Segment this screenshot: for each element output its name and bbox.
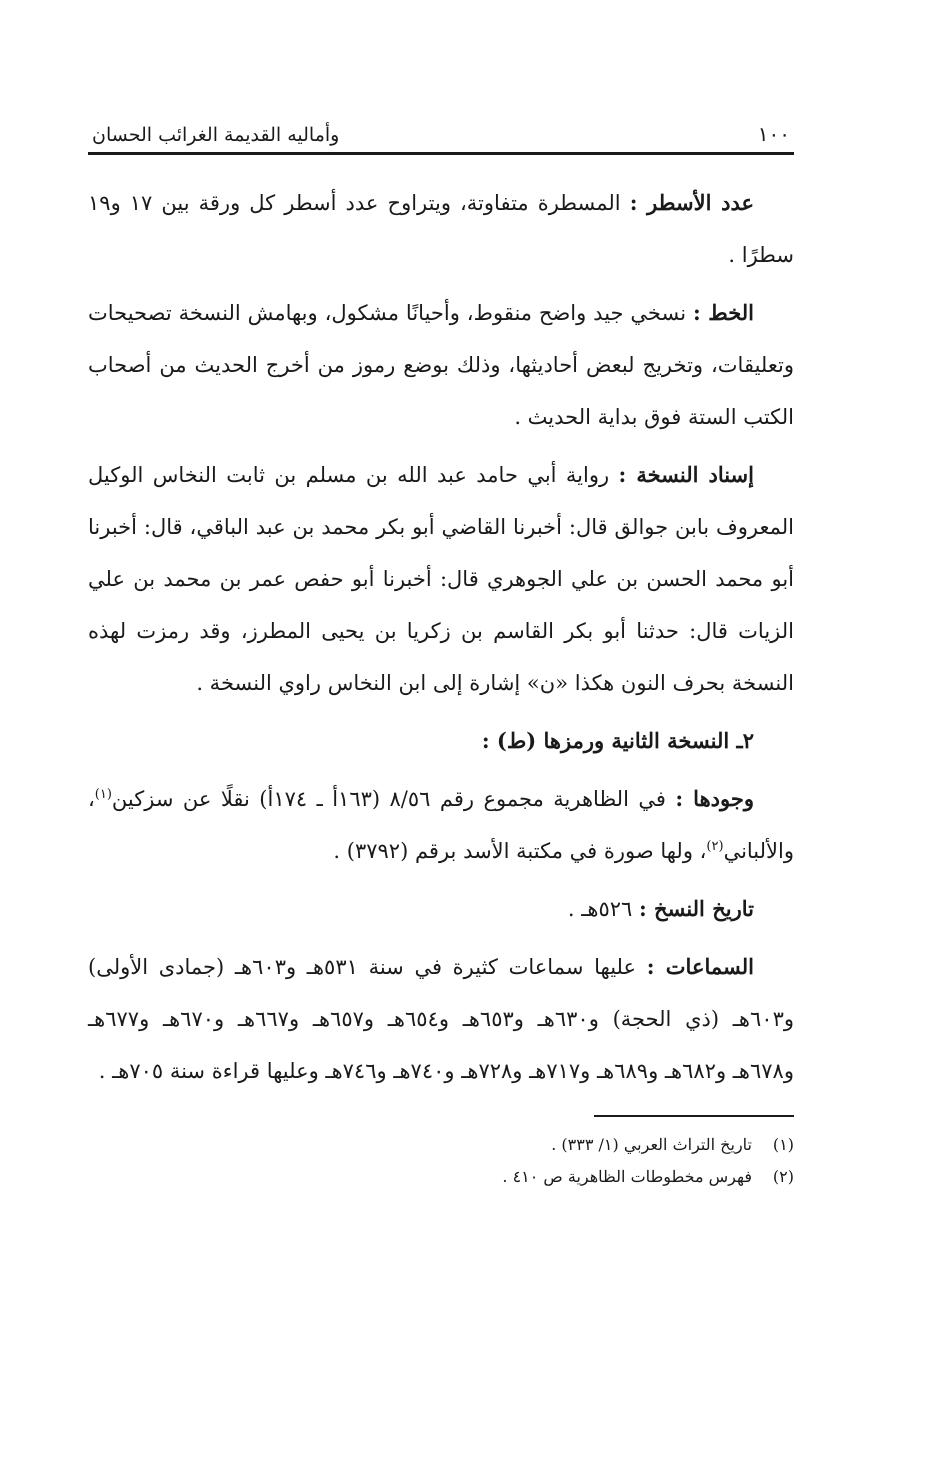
location-text-1: في الظاهرية مجموع رقم ٨/٥٦ (١٦٣أ ـ ١٧٤أ) نقلًا عن سزكين [111,787,666,811]
location-text-3: ، ولها صورة في مكتبة الأسد برقم (٣٧٩٢) . [333,839,707,863]
book-page [88,108,794,1193]
isnad-text: رواية أبي حامد عبد الله بن مسلم بن ثابت النخاس الوكيل المعروف بابن جوالق قال: أخبرنا القاضي أبو بكر محمد بن عبد الباقي، قال: أخبرنا أبو محمد الحسن بن علي الجوهري قال: أخبرنا أبو حفص عمر بن محمد بن علي الزيات قال: حدثنا أبو بكر القاسم بن زكريا بن يحيى المطرز، وقد رمزت لهذه النسخة بحرف النون هكذا «ن» إشارة إلى ابن النخاس راوي النسخة . [88,463,794,695]
footnote-ref-2[interactable]: (٢) [706,839,724,854]
location-text-2: ، والألباني [88,787,794,863]
page-number: ١٠٠ [757,122,790,146]
footnote-number: (١) [772,1135,794,1154]
paragraph-hearings [88,941,794,1097]
script-label: الخط : [692,300,754,325]
location-label: وجودها : [675,786,754,811]
paragraph-isnad [88,449,794,709]
running-head [88,108,794,155]
copy-date-label: تاريخ النسخ : [638,896,754,921]
lines-count-label: عدد الأسطر : [629,190,755,215]
paragraph-location [88,773,794,877]
footnote-text: فهرس مخطوطات الظاهرية ص ٤١٠ . [502,1167,752,1186]
main-text [88,177,794,1097]
paragraph-script [88,287,794,443]
isnad-label: إسناد النسخة : [618,462,754,487]
book-title: وأماليه القديمة الغرائب الحسان [92,124,340,146]
footnote-1 [88,1129,794,1161]
footnote-2 [88,1161,794,1193]
script-text: نسخي جيد واضح منقوط، وأحيانًا مشكول، وبهامش النسخة تصحيحات وتعليقات، وتخريج لبعض أحاديثها، وذلك بوضع رموز من أخرج الحديث من أصحاب الكتب الستة فوق بداية الحديث . [88,301,794,429]
footnote-text: تاريخ التراث العربي (١/ ٣٣٣) . [551,1135,752,1154]
lines-count-text: المسطرة متفاوتة، ويتراوح عدد أسطر كل ورقة بين ١٧ و١٩ سطرًا . [88,191,794,267]
hearings-text: عليها سماعات كثيرة في سنة ٥٣١هـ و٦٠٣هـ (جمادى الأولى) و٦٠٣هـ (ذي الحجة) و٦٣٠هـ و٦٥٣هـ و٦٥٤هـ و٦٥٧هـ و٦٦٧هـ و٦٧٠هـ و٦٧٧هـ و٦٧٨هـ و٦٨٢هـ و٦٨٩هـ و٧١٧هـ و٧٢٨هـ و٧٤٠هـ و٧٤٦هـ وعليها قراءة سنة ٧٠٥هـ . [88,955,795,1083]
footnotes [88,1129,794,1193]
second-copy-heading: ٢ـ النسخة الثانية ورمزها (ط) : [481,728,754,753]
paragraph-copy-date [88,883,794,935]
hearings-label: السماعات : [646,954,754,979]
footnote-ref-1[interactable]: (١) [94,787,112,802]
paragraph-lines-count [88,177,794,281]
footnote-divider [594,1115,794,1117]
footnote-number: (٢) [772,1167,794,1186]
copy-date-text: ٥٢٦هـ . [567,897,633,921]
